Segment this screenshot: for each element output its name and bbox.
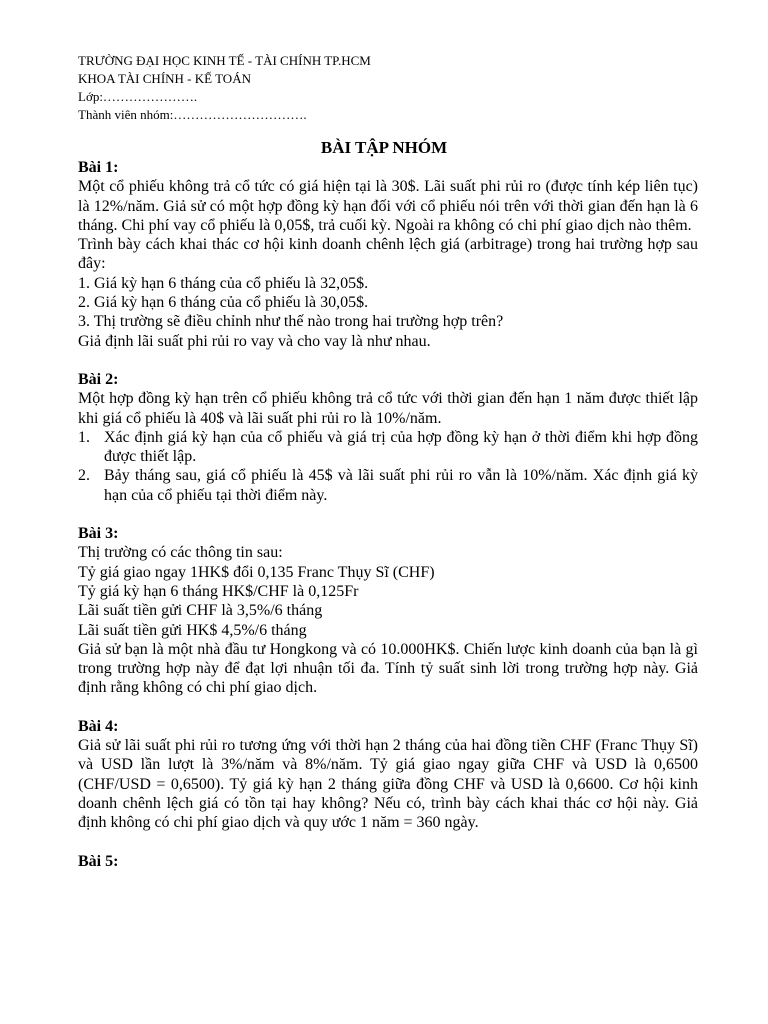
school-name: TRƯỜNG ĐẠI HỌC KINH TẾ - TÀI CHÍNH TP.HCM [78,53,371,68]
document-header [78,52,371,124]
document-body [78,158,698,871]
exercise-2-paragraph-1: Một hợp đồng kỳ hạn trên cổ phiếu không trả cổ tức với thời gian đến hạn 1 năm được thiết lập khi giá cổ phiếu là 40$ và lãi suất phi rủi ro là 10%/năm. [78,390,698,427]
spacer [78,833,698,852]
exercise-1-item: 2. Giá kỳ hạn 6 tháng của cổ phiếu là 30,05$. [78,294,369,312]
exercise-2 [78,370,698,505]
exercise-5-heading: Bài 5: [78,852,119,870]
spacer [78,505,698,524]
spacer [78,698,698,717]
exercise-1-paragraph-3: Giả định lãi suất phi rủi ro vay và cho vay là như nhau. [78,332,431,350]
exercise-4 [78,717,698,833]
exercise-3-info-line: Tỷ giá kỳ hạn 6 tháng HK$/CHF là 0,125Fr [78,582,359,600]
exercise-2-heading: Bài 2: [78,370,119,388]
class-field: Lớp:…………………. [78,89,198,104]
exercise-1-heading: Bài 1: [78,159,119,176]
exercise-1 [78,158,698,351]
exercise-1-paragraph-1: Một cổ phiếu không trả cổ tức có giá hiện tại là 30$. Lãi suất phi rủi ro (được tính kép liên tục) là 12%/năm. Giả sử có một hợp đồng kỳ hạn đối với cổ phiếu nói trên với thời gian đến hạn là 6 tháng. Chi phí vay cổ phiếu là 0,05$, trả cuối kỳ. Ngoài ra không có chi phí giao dịch nào thêm. [78,178,698,234]
exercise-2-item [78,428,698,467]
exercise-2-item [78,466,698,505]
exercise-4-paragraph-1: Giả sử lãi suất phi rủi ro tương ứng với thời hạn 2 tháng của hai đồng tiền CHF (Franc Thụy Sĩ) và USD lần lượt là 3%/năm và 8%/năm. Tỷ giá giao ngay giữa CHF và USD là 0,6500 (CHF/USD = 0,6500). Tỷ giá kỳ hạn 2 tháng giữa đồng CHF và USD là 0,6600. Cơ hội kinh doanh chênh lệch giá có tồn tại hay không? Nếu có, trình bày cách khai thác cơ hội này. Giả định không có chi phí giao dịch và quy ước 1 năm = 360 ngày. [78,737,698,832]
list-text: Xác định giá kỳ hạn của cổ phiếu và giá trị của hợp đồng kỳ hạn ở thời điểm khi hợp đồng được thiết lập. [104,428,698,466]
exercise-1-item: 1. Giá kỳ hạn 6 tháng của cổ phiếu là 32,05$. [78,274,369,292]
spacer [78,351,698,370]
list-number: 2. [78,467,90,485]
exercise-3-info-line: Lãi suất tiền gửi CHF là 3,5%/6 tháng [78,602,323,620]
exercise-4-heading: Bài 4: [78,717,119,735]
exercise-3-heading: Bài 3: [78,525,119,543]
faculty-name: KHOA TÀI CHÍNH - KẾ TOÁN [78,71,251,86]
exercise-5 [78,852,698,871]
exercise-1-item: 3. Thị trường sẽ điều chỉnh như thế nào trong hai trường hợp trên? [78,313,504,331]
exercise-3-paragraph-1: Giả sử bạn là một nhà đầu tư Hongkong và có 10.000HK$. Chiến lược kinh doanh của bạn là gì trong trường hợp này để đạt lợi nhuận tối đa. Tính tỷ suất sinh lời trong trường hợp này. Giả định rằng không có chi phí giao dịch. [78,640,698,697]
exercise-3-info-line: Tỷ giá giao ngay 1HK$ đổi 0,135 Franc Thụy Sĩ (CHF) [78,563,435,581]
list-text: Bảy tháng sau, giá cổ phiếu là 45$ và lãi suất phi rủi ro vẫn là 10%/năm. Xác định giá kỳ hạn của cổ phiếu tại thời điểm này. [104,467,698,504]
exercise-3 [78,524,698,698]
members-field: Thành viên nhóm:…………………………. [78,107,307,122]
exercise-1-paragraph-2: Trình bày cách khai thác cơ hội kinh doanh chênh lệch giá (arbitrage) trong hai trường hợp sau đây: [78,236,698,273]
exercise-3-info-line: Lãi suất tiền gửi HK$ 4,5%/6 tháng [78,621,307,639]
exercise-3-info-line: Thị trường có các thông tin sau: [78,544,283,562]
list-number: 1. [78,428,90,446]
document-title: BÀI TẬP NHÓM [320,138,448,157]
